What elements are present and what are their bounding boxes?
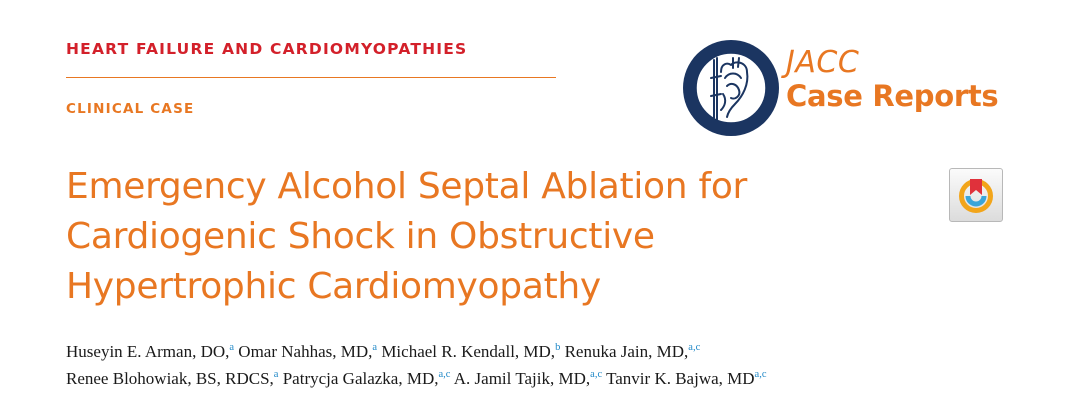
title-line: Hypertrophic Cardiomyopathy xyxy=(66,266,601,307)
crossmark-update-icon xyxy=(950,169,1002,221)
title-line: Cardiogenic Shock in Obstructive xyxy=(66,216,655,257)
author-line xyxy=(66,338,767,365)
crossmark-update-button[interactable] xyxy=(949,168,1003,222)
journal-name-line1: JACC xyxy=(786,45,860,80)
author: Patrycja Galazka, MD,$^{a,c}$ xyxy=(282,369,451,388)
header-divider xyxy=(66,77,556,78)
author-list xyxy=(66,338,767,392)
article-title xyxy=(66,162,926,312)
author: Michael R. Kendall, MD,$^b$ xyxy=(381,342,561,361)
author: Renee Blohowiak, BS, RDCS,$^a$ xyxy=(66,369,279,388)
author: Tanvir K. Bajwa, MD$^{a,c}$ xyxy=(606,369,767,388)
journal-brand xyxy=(786,45,999,113)
author: Omar Nahhas, MD,$^a$ xyxy=(238,342,378,361)
author: Huseyin E. Arman, DO,$^a$ xyxy=(66,342,235,361)
author: Renuka Jain, MD,$^{a,c}$ xyxy=(564,342,701,361)
section-label: HEART FAILURE AND CARDIOMYOPATHIES xyxy=(66,40,468,58)
article-type-label: CLINICAL CASE xyxy=(66,101,195,117)
author-line xyxy=(66,365,767,392)
author: A. Jamil Tajik, MD,$^{a,c}$ xyxy=(453,369,603,388)
jacc-heart-seal-icon xyxy=(681,38,781,138)
journal-name-line2: Case Reports xyxy=(786,79,999,113)
title-line: Emergency Alcohol Septal Ablation for xyxy=(66,166,748,207)
